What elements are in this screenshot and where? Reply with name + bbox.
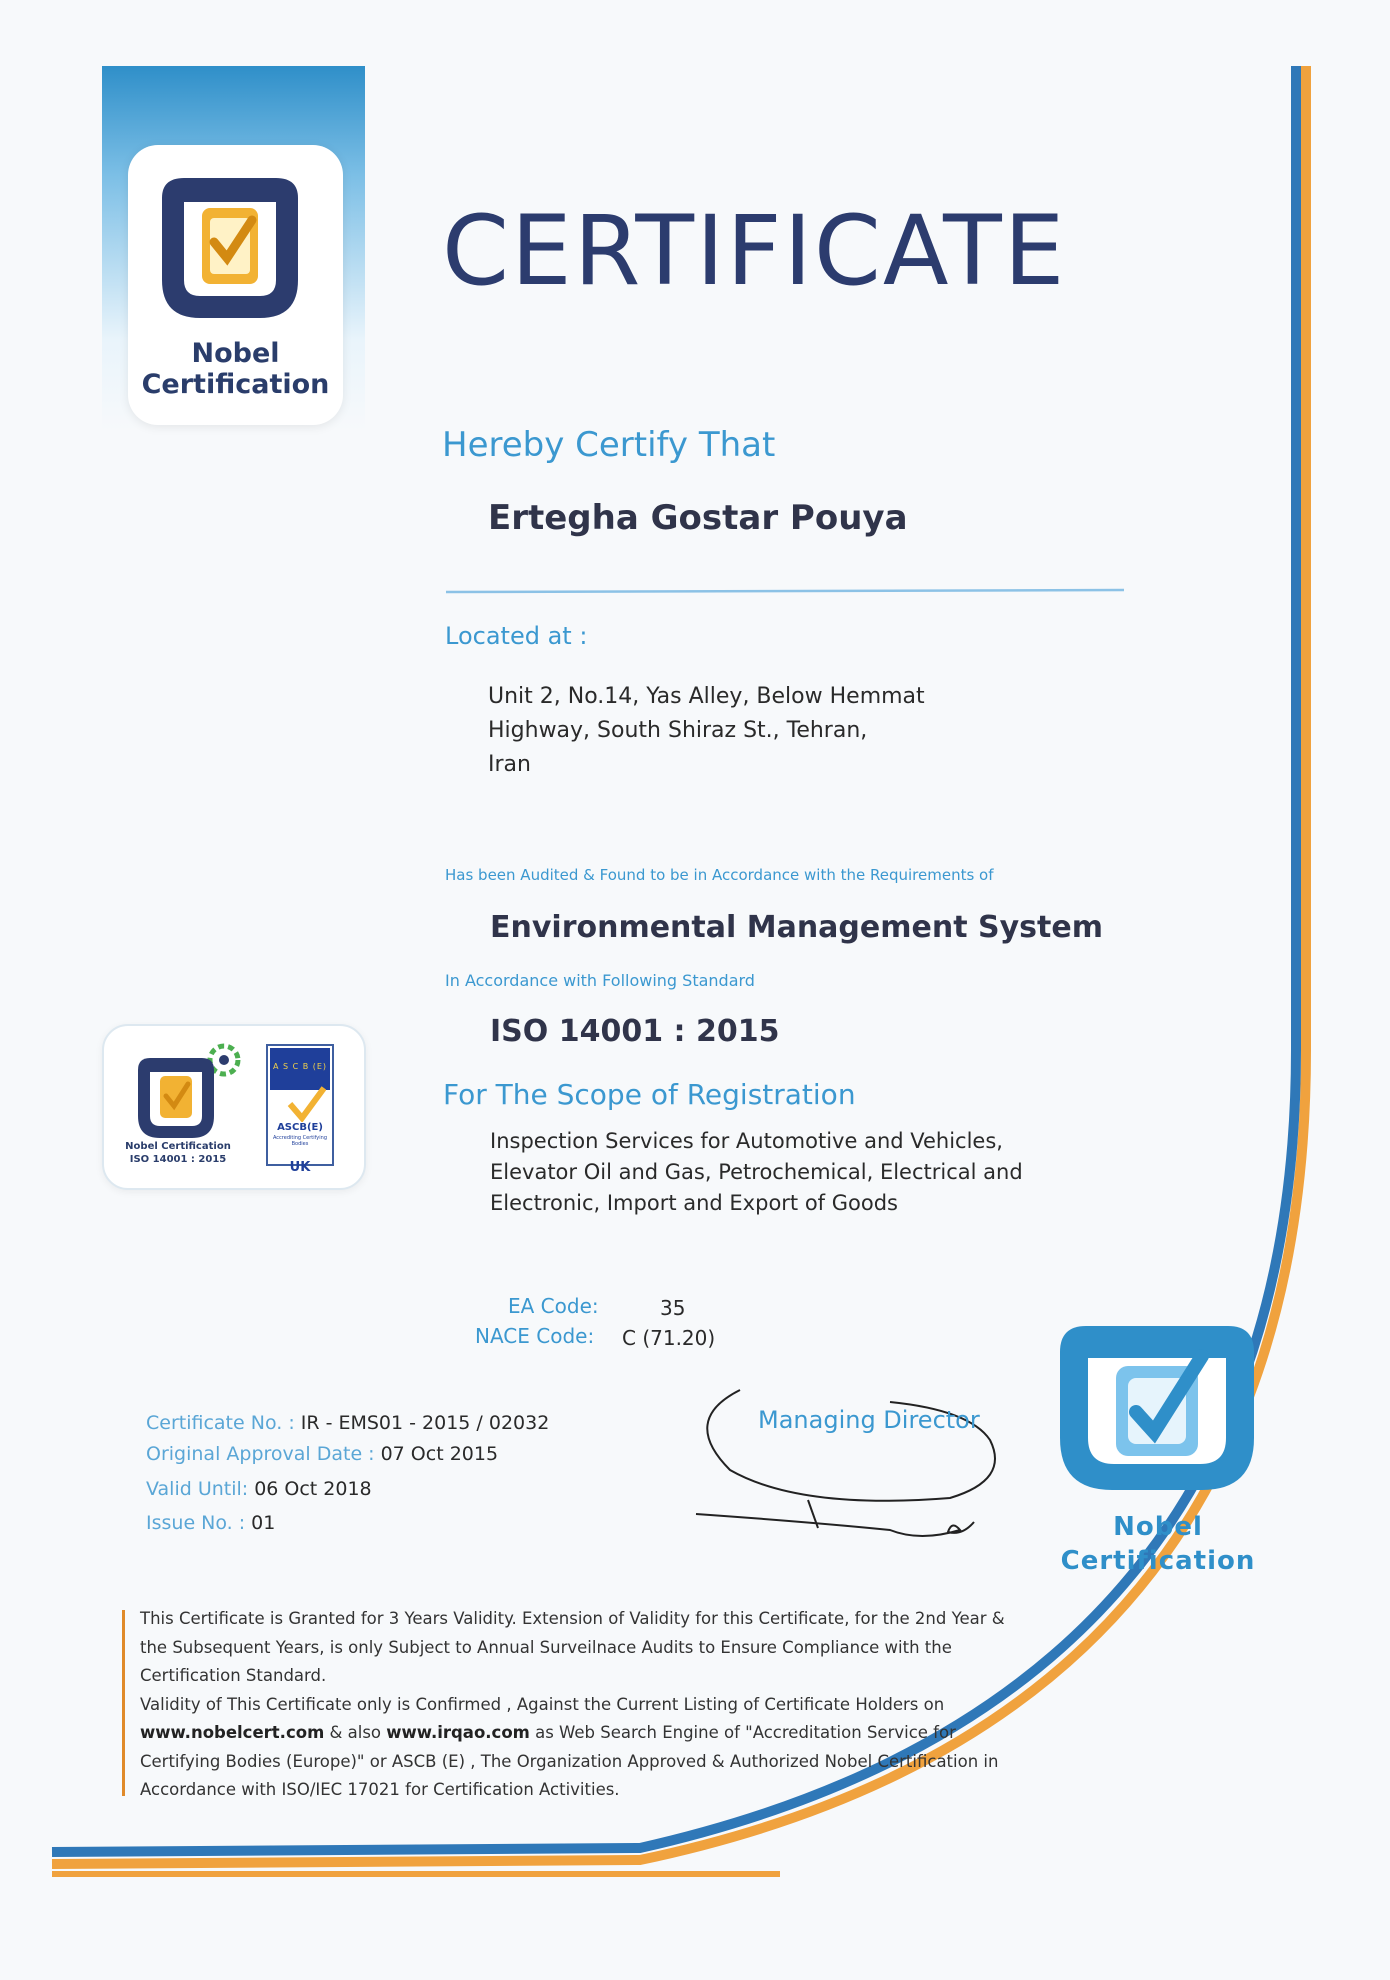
detail-label: Valid Until: bbox=[146, 1478, 249, 1500]
ascb-badge bbox=[266, 1044, 334, 1166]
brand-line1: Nobel bbox=[191, 338, 280, 369]
certificate-number bbox=[146, 1412, 549, 1434]
located-label: Located at : bbox=[445, 622, 588, 650]
nobel-logo-large-icon bbox=[1052, 1318, 1262, 1498]
valid-until bbox=[146, 1478, 372, 1500]
ea-code-value: 35 bbox=[660, 1296, 686, 1320]
notice-text: & also bbox=[324, 1723, 387, 1742]
accreditation-line1: Nobel Certification bbox=[125, 1141, 231, 1152]
address-line: Iran bbox=[488, 752, 531, 777]
hereby-label: Hereby Certify That bbox=[442, 425, 776, 465]
notice-text: Validity of This Certificate only is Confirmed , Against the Current Listing of Certificate Holders on bbox=[140, 1694, 945, 1714]
brand-name-large bbox=[1040, 1510, 1276, 1578]
brand-line2: Certification bbox=[141, 369, 330, 400]
detail-label: Certificate No. : bbox=[146, 1412, 295, 1434]
brand-line2: Certification bbox=[1060, 1546, 1256, 1576]
ascb-country: UK bbox=[289, 1160, 311, 1175]
managing-director-label: Managing Director bbox=[758, 1406, 980, 1434]
detail-value: 07 Oct 2015 bbox=[380, 1443, 499, 1465]
certificate-title: CERTIFICATE bbox=[442, 195, 1067, 307]
nace-code-label: NACE Code: bbox=[475, 1324, 595, 1348]
detail-label: Original Approval Date : bbox=[146, 1443, 375, 1465]
check-mark-icon bbox=[286, 1086, 326, 1122]
notice-text: as Web Search Engine of "Accreditation Service for Certifying Bodies (Europe)" or ASCB (E) , The Organization Approved & Authorized Nobel Certification in Accordance with ISO/IEC 17021 for Certification Activities. bbox=[140, 1723, 999, 1799]
brand-line1: Nobel bbox=[1113, 1512, 1203, 1542]
detail-value: 06 Oct 2018 bbox=[254, 1478, 372, 1500]
audited-label: Has been Audited & Found to be in Accordance with the Requirements of bbox=[445, 866, 994, 884]
approval-date bbox=[146, 1443, 498, 1465]
ascb-name: ASCB(E) bbox=[277, 1122, 323, 1133]
scope-label: For The Scope of Registration bbox=[443, 1078, 856, 1111]
detail-value: 01 bbox=[251, 1512, 276, 1534]
nobel-logo-icon bbox=[140, 168, 320, 328]
irqao-link[interactable]: www.irqao.com bbox=[386, 1723, 530, 1742]
detail-label: Issue No. : bbox=[146, 1512, 246, 1534]
brand-name bbox=[128, 338, 343, 400]
nobel-small-logo-icon bbox=[130, 1040, 250, 1140]
validity-notice bbox=[140, 1605, 1010, 1805]
nobelcert-link[interactable]: www.nobelcert.com bbox=[140, 1723, 325, 1742]
footer-accent-bar bbox=[122, 1610, 125, 1796]
accordance-label: In Accordance with Following Standard bbox=[445, 971, 755, 990]
management-system: Environmental Management System bbox=[490, 910, 1103, 945]
detail-value: IR - EMS01 - 2015 / 02032 bbox=[300, 1412, 550, 1434]
nace-code-value: C (71.20) bbox=[622, 1326, 716, 1350]
ea-code-label: EA Code: bbox=[508, 1294, 599, 1318]
ascb-desc: Accrediting Certifying Bodies bbox=[272, 1135, 328, 1147]
accreditation-mark-caption bbox=[118, 1140, 238, 1166]
company-name: Ertegha Gostar Pouya bbox=[488, 498, 908, 538]
address-line: Highway, South Shiraz St., Tehran, bbox=[488, 718, 868, 743]
accreditation-line2: ISO 14001 : 2015 bbox=[129, 1154, 227, 1165]
scope-text: Inspection Services for Automotive and Vehicles, Elevator Oil and Gas, Petrochemical, Electrical and Electronic, Import and Export of Goods bbox=[490, 1129, 1023, 1215]
validity-paragraph-2 bbox=[140, 1691, 1010, 1805]
address bbox=[488, 680, 925, 782]
iso-standard: ISO 14001 : 2015 bbox=[490, 1014, 780, 1049]
ascb-flag-letters: A S C B (E) bbox=[272, 1062, 328, 1071]
eu-flag-icon bbox=[270, 1048, 330, 1090]
issue-number bbox=[146, 1512, 275, 1534]
validity-paragraph-1: This Certificate is Granted for 3 Years Validity. Extension of Validity for this Certificate, for the 2nd Year & the Subsequent Years, is only Subject to Annual Surveilnace Audits to Ensure Compliance with the Certification Standard. bbox=[140, 1609, 1005, 1685]
address-line: Unit 2, No.14, Yas Alley, Below Hemmat bbox=[488, 684, 925, 709]
